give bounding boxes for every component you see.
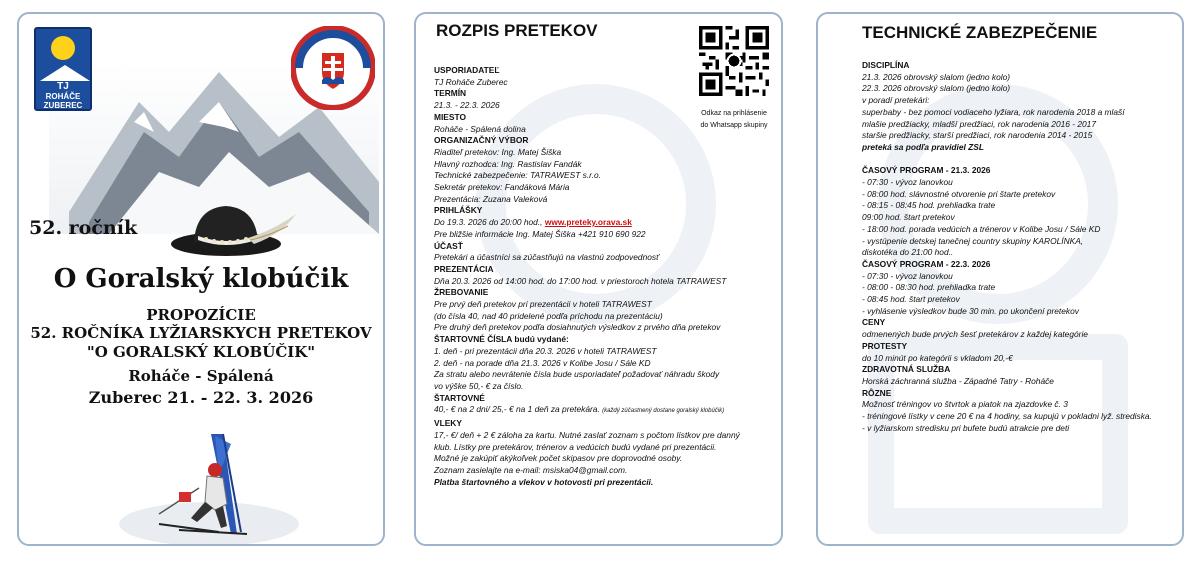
section-text: do 10 minút po kategórii s vkladom 20,-€ [862,352,1013,363]
schedule-line [434,465,779,477]
schedule-line [434,170,779,182]
section-text: - 08:15 - 08:45 hod. prehliadka trate [862,200,996,211]
section-text: 21.3. - 22.3. 2026 [434,100,500,111]
section-text: Platba štartovného a vlekov v hotovosti pri prezentácii. [434,476,654,487]
schedule-line [434,264,779,276]
technical-line [862,107,1180,119]
technical-line [862,212,1180,224]
schedule-line [434,147,779,159]
section-heading: PROTESTY [862,340,908,351]
section-text: Horská záchranná služba - Západné Tatry - Roháče [862,375,1054,386]
technical-line [862,423,1180,435]
race-schedule-panel [414,12,783,546]
section-text: 22.3. 2026 obrovský slalom (jedno kolo) [862,83,1011,94]
section-text: 21.3. 2026 obrovský slalom (jedno kolo) [862,71,1011,82]
schedule-line [434,287,779,299]
technical-line [862,329,1180,341]
technical-line [862,189,1180,201]
section-text: (do čísla 40, nad 40 pridelené podľa príchodu na prezentáciu) [434,310,663,321]
skier-image [119,414,299,544]
tj-rohace-logo [34,27,92,111]
schedule-line [434,182,779,194]
slovak-ski-badge-icon [291,26,375,110]
schedule-line [434,369,779,381]
section-text: Technické zabezpečenie: TATRAWEST s.r.o. [434,170,601,181]
registration-link[interactable]: www.preteky.orava.sk [544,217,632,228]
section-text: - vystúpenie detskej tanečnej country skupiny KAROLÍNKA, [862,235,1084,246]
section-heading: VLEKY [434,418,462,429]
logo-text-zuberec: ZUBEREC [43,101,83,110]
schedule-line [434,100,779,112]
section-text: staršie predžiacky, starší predžiaci, rok narodenia 2014 - 2015 [862,130,1093,141]
schedule-line [434,88,779,100]
schedule-line [434,77,779,89]
section-text: Prezentácia: Zuzana Valeková [434,193,548,204]
technical-line [862,282,1180,294]
schedule-line [434,442,779,454]
schedule-line [434,124,779,136]
section-text: vo výške 50,- € za číslo. [434,380,524,391]
schedule-line [434,194,779,206]
section-heading: CENY [862,317,886,328]
section-text: klub. Lístky pre pretekárov, trénerov a vedúcich budú vydané pri prezentácii. [434,441,717,452]
fee-note: (každý zúčastnený dostane goralský klobúčik) [602,408,725,415]
section-text: - 08:45 hod. štart pretekov [862,294,960,305]
section-heading: ZDRAVOTNÁ SLUŽBA [862,364,951,375]
section-text: - 07:30 - vývoz lanovkou [862,270,953,281]
schedule-line [434,418,779,430]
section-text: 40,- € na 2 dni/ 25,- € na 1 deň za pretekára. [434,404,603,415]
section-text: - tréningové lístky v cene 20 € na 4 hodiny, sa kupujú v pokladni lyž. strediska. [862,411,1152,422]
technical-line [862,353,1180,365]
schedule-line [434,205,779,217]
technical-line [862,154,1180,166]
technical-line [862,317,1180,329]
section-text: - 08:00 hod. slávnostné otvorenie pri štarte pretekov [862,188,1056,199]
section-text: Pre druhý deň pretekov podľa dosiahnutých výsledkov z prvého dňa pretekov [434,322,721,333]
section-text: Hlavný rozhodca: Ing. Rastislav Fandák [434,158,582,169]
schedule-line [434,322,779,334]
section-heading: ŠTARTOVNÉ ČÍSLA budú vydané: [434,334,569,345]
technical-line [862,399,1180,411]
section-text: Zoznam zasielajte na e-mail: msiska04@gmail.com. [434,464,628,475]
edition-label: 52. ročník [29,217,138,239]
section-text: 09:00 hod. štart pretekov [862,212,955,223]
schedule-line [434,135,779,147]
schedule-line [434,404,779,418]
section-text: mlašie predžiacky, mladší predžiaci, rok narodenia 2016 - 2017 [862,118,1096,129]
section-heading: ČASOVÝ PROGRAM - 22.3. 2026 [862,258,991,269]
logo-text-tj: TJ [57,81,69,92]
technical-panel [816,12,1184,546]
section-text: Dňa 20.3. 2026 od 14:00 hod. do 17:00 hod. v priestoroch hotela TATRAWEST [434,275,727,286]
section-text: odmenených bude prvých šesť pretekárov z každej kategórie [862,329,1088,340]
goral-hat-icon [164,200,304,262]
section-text: Sekretár pretekov: Fandáková Mária [434,182,570,193]
subtitle-line-4: Roháče - Spálená [128,367,274,385]
technical-line [862,177,1180,189]
section-heading: ČASOVÝ PROGRAM - 21.3. 2026 [862,165,991,176]
schedule-line [434,299,779,311]
technical-line [862,119,1180,131]
subtitle-line-5: Zuberec 21. - 22. 3. 2026 [88,388,314,407]
section-heading: ORGANIZAČNÝ VÝBOR [434,135,529,146]
technical-line [862,411,1180,423]
section-text: diskotéka do 21:00 hod.. [862,247,954,258]
section-text: Možnosť tréningov vo štvrtok a piatok na zjazdovke č. 3 [862,399,1068,410]
section-text: - 18:00 hod. porada vedúcich a trénerov v Kolibe Josu / Sále KD [862,223,1101,234]
qr-caption-line-1: Odkaz na prihlásenie [701,110,767,117]
technical-line [862,364,1180,376]
technical-line [862,83,1180,95]
section-text: - 07:30 - vývoz lanovkou [862,177,953,188]
section-text: - v lyžiarskom stredisku pri bufete budú atrakcie pre deti [862,422,1070,433]
logo-text-rohace: ROHÁČE [45,92,81,101]
section-text: Roháče - Spálená dolina [434,123,526,134]
schedule-text [434,65,779,488]
schedule-line [434,241,779,253]
mountain-icon [40,65,90,81]
technical-line [862,259,1180,271]
section-text: Pre prvý deň pretekov pri prezentácii v hoteli TATRAWEST [434,299,652,310]
technical-line [862,60,1180,72]
schedule-line [434,346,779,358]
section-text: 1. deň - pri prezentácii dňa 20.3. 2026 v hoteli TATRAWEST [434,345,657,356]
section-heading: ŽREBOVANIE [434,287,489,298]
cover-panel [17,12,385,546]
section-text: 17,- €/ deň + 2 € záloha za kartu. Nutné zaslať zoznam s počtom lístkov pre danný [434,429,740,440]
schedule-line [434,430,779,442]
section-text: Pre bližšie informácie Ing. Matej Šiška +421 910 690 922 [434,228,646,239]
subtitle-line-1: PROPOZÍCIE [146,306,256,324]
section-text: 2. deň - na porade dňa 21.3. 2026 v Kolibe Josu / Sále KD [434,357,651,368]
schedule-line [434,358,779,370]
technical-line [862,388,1180,400]
schedule-line [434,311,779,323]
section-heading: ŠTARTOVNÉ [434,392,485,403]
technical-line [862,200,1180,212]
sun-icon [51,36,75,60]
section-heading: DISCIPLÍNA [862,60,910,70]
section-heading: PRIHLÁŠKY [434,205,483,216]
section-heading: RÔZNE [862,387,892,398]
section-text: Pretekári a účastníci sa zúčastňujú na vlastnú zodpovednosť [434,252,660,263]
section-text: TJ Roháče Zuberec [434,76,508,87]
schedule-line [434,334,779,346]
section-heading: USPORIADATEĽ [434,65,500,75]
section-heading: ÚČASŤ [434,240,463,251]
section-heading: MIESTO [434,111,466,122]
technical-line [862,165,1180,177]
technical-line [862,142,1180,154]
section-text: v poradí pretekári: [862,95,930,106]
panel-title: ROZPIS PRETEKOV [436,21,598,40]
schedule-line [434,381,779,393]
panel-title: TECHNICKÉ ZABEZPEČENIE [862,23,1098,42]
schedule-line [434,252,779,264]
section-heading: TERMÍN [434,88,467,99]
technical-line [862,72,1180,84]
technical-line [862,341,1180,353]
event-title: O Goralský klobúčik [53,264,349,294]
schedule-line [434,217,779,229]
schedule-line [434,453,779,465]
technical-line [862,130,1180,142]
section-text: - vyhlásenie výsledkov bude 30 min. po ukončení pretekov [862,305,1079,316]
section-text: Za stratu alebo nevrátenie čísla bude usporiadateľ požadovať náhradu škody [434,369,720,380]
subtitle-line-3: "O GORALSKÝ KLOBÚČIK" [86,343,316,361]
technical-line [862,95,1180,107]
schedule-line [434,112,779,124]
section-text: Riaditeľ pretekov: Ing. Matej Šiška [434,146,562,157]
section-text: preteká sa podľa pravidiel ZSL [862,141,985,152]
technical-line [862,236,1180,248]
schedule-line [434,276,779,288]
technical-line [862,224,1180,236]
section-text: Do 19.3. 2026 do 20:00 hod., [434,217,545,228]
qr-caption-line-2: do Whatsapp skupiny [700,122,768,129]
technical-line [862,306,1180,318]
technical-line [862,376,1180,388]
schedule-line [434,159,779,171]
section-heading: PREZENTÁCIA [434,263,494,274]
schedule-line [434,229,779,241]
section-text: - 08:00 - 08:30 hod. prehliadka trate [862,282,996,293]
section-text: Možné je zakúpiť akýkoľvek počet skipasov pre doprovodné osoby. [434,453,683,464]
technical-text [862,60,1180,435]
technical-line [862,271,1180,283]
section-text: superbaby - bez pomoci vodiaceho lyžiara, rok narodenia 2018 a mlaší [862,106,1125,117]
technical-line [862,247,1180,259]
schedule-line [434,393,779,405]
technical-line [862,294,1180,306]
subtitle-line-2: 52. ROČNÍKA LYŽIARSKYCH PRETEKOV [30,324,372,342]
schedule-line [434,477,779,489]
schedule-line [434,65,779,77]
